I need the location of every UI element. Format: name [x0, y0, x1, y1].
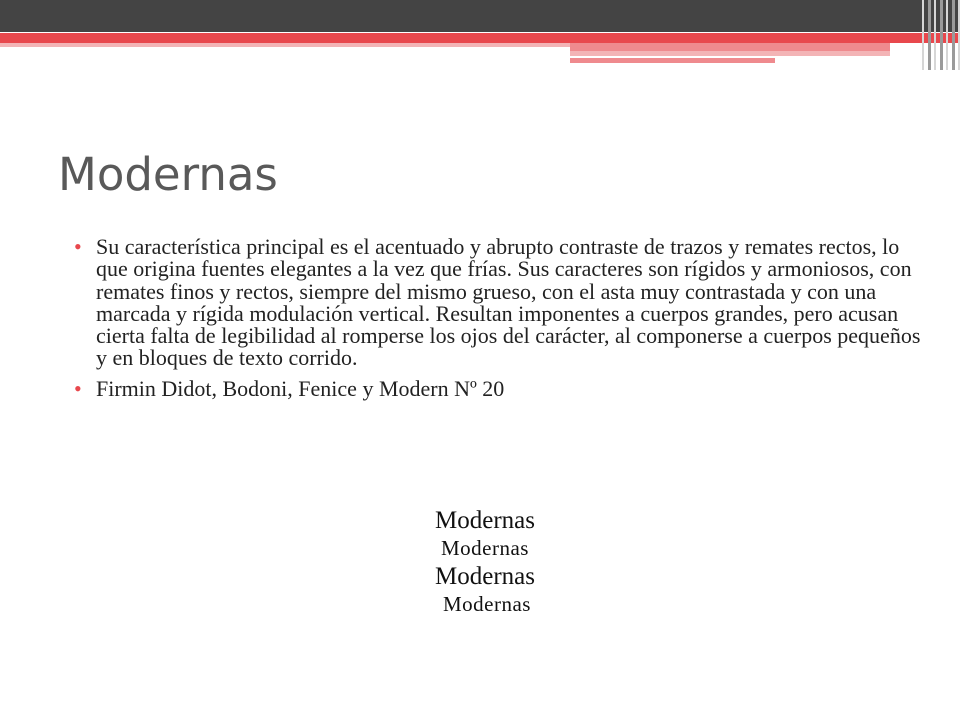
- font-sample-3: Modernas: [435, 563, 535, 590]
- header-stripe-3: [570, 51, 890, 56]
- bullet-text: Su característica principal es el acentuado y abrupto contraste de trazos y remates rectos, lo que origina fuentes elegantes a la vez que frías. Sus caracteres son rígidos y armoniosos, con remates finos y rectos, siempre del mismo grueso, con el asta muy contrastada y con una marcada y rígida modulación vertical. Resultan imponentes a cuerpos grandes, pero acusan cierta falta de legibilidad al romperse los ojos del carácter, al componerse a cuerpos pequeños y en bloques de texto corrido.: [96, 234, 921, 371]
- header-stripe-4: [570, 58, 775, 63]
- header-corner-lines: [922, 0, 960, 70]
- header-accent-bar: [0, 33, 960, 43]
- font-sample-2: Modernas: [441, 536, 529, 560]
- slide-title: Modernas: [58, 148, 278, 201]
- bullet-item-description: [74, 236, 924, 370]
- header-stripe-1: [0, 43, 570, 47]
- bullet-item-examples: [74, 375, 924, 401]
- bullet-icon: •: [74, 375, 82, 401]
- header-stripe-2: [570, 43, 890, 51]
- header-band: [0, 0, 960, 32]
- font-sample-4: Modernas: [443, 592, 531, 616]
- bullet-list: [74, 236, 924, 400]
- bullet-text: Firmin Didot, Bodoni, Fenice y Modern Nº 20: [96, 375, 505, 401]
- font-sample-1: Modernas: [435, 507, 535, 534]
- bullet-icon: •: [74, 234, 82, 259]
- font-samples: [0, 506, 960, 618]
